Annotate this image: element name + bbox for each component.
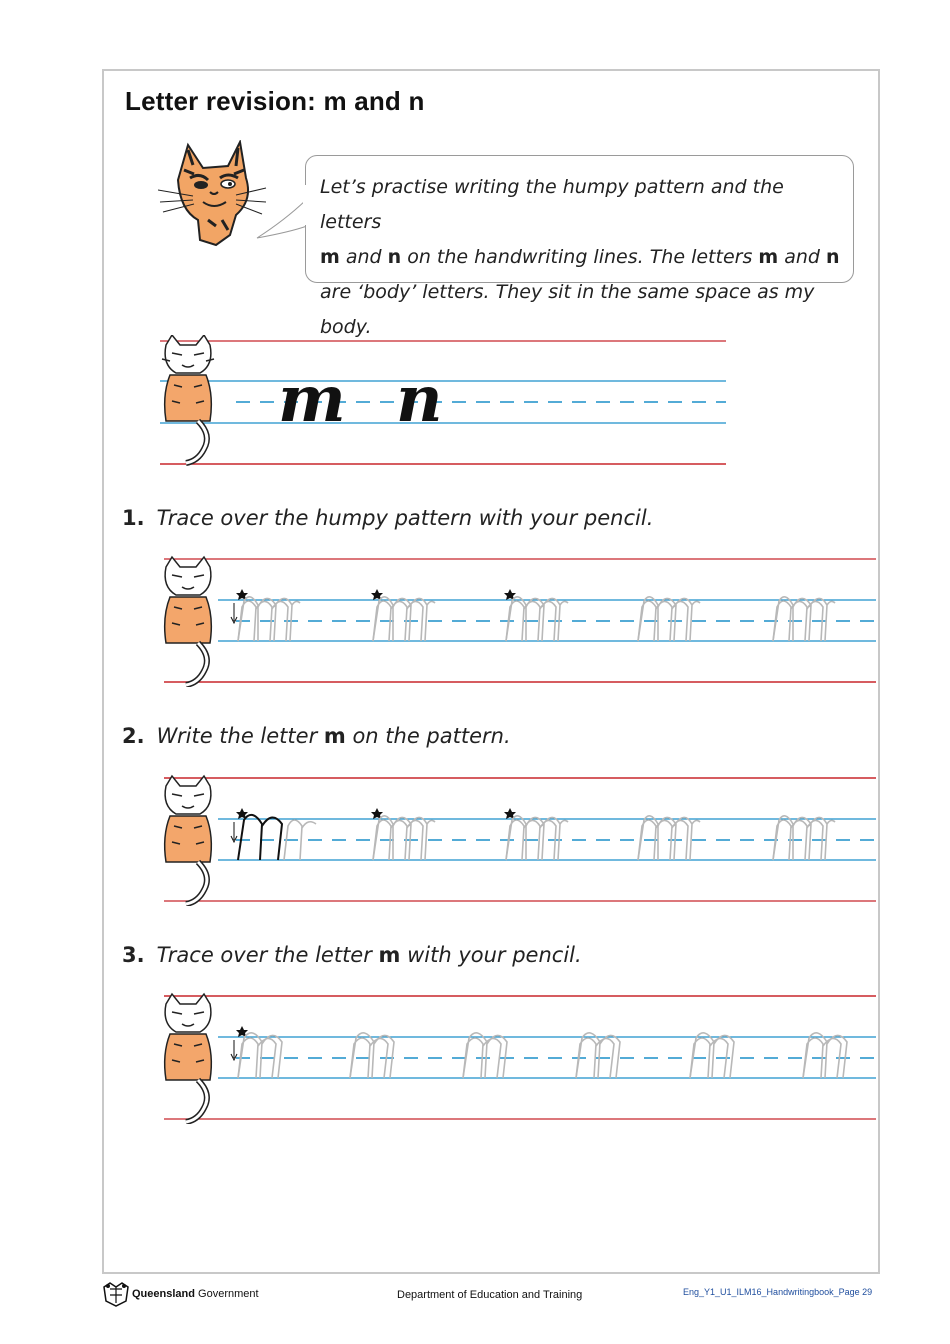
letter-m: m bbox=[320, 246, 340, 268]
task-1-instruction bbox=[122, 506, 653, 530]
letter-n: n bbox=[387, 246, 402, 268]
footer-gov-bold: Queensland bbox=[132, 1288, 195, 1300]
stroke-direction-arrow-icon bbox=[231, 603, 237, 623]
task-1-handwriting-lines bbox=[158, 555, 878, 687]
tiger-mascot-icon bbox=[158, 140, 268, 250]
speech-fragment: and bbox=[778, 246, 827, 268]
example-letter-n: n bbox=[396, 362, 443, 437]
task-number: 1. bbox=[122, 506, 145, 530]
task-number: 3. bbox=[122, 943, 145, 967]
footer-page-label: Eng_Y1_U1_ILM16_Handwritingbook_Page 29 bbox=[683, 1287, 873, 1297]
task-text: Trace over the letter bbox=[156, 943, 379, 967]
stroke-direction-arrow-icon bbox=[231, 822, 237, 842]
task-letter: m bbox=[323, 724, 346, 748]
speech-fragment: and bbox=[339, 246, 388, 268]
cat-line-icon bbox=[165, 776, 212, 904]
stroke-direction-arrow-icon bbox=[231, 1040, 237, 1060]
task-text: Trace over the humpy pattern with your pencil. bbox=[156, 506, 654, 530]
task-text: on the pattern. bbox=[345, 724, 511, 748]
footer-department: Department of Education and Training bbox=[397, 1289, 583, 1301]
task-2-handwriting-lines bbox=[158, 774, 878, 906]
letter-m: m bbox=[758, 246, 779, 268]
task-3-instruction bbox=[122, 943, 582, 967]
task-letter: m bbox=[378, 943, 401, 967]
task-text: Write the letter bbox=[156, 724, 324, 748]
cat-line-icon bbox=[162, 335, 214, 463]
queensland-crest-icon bbox=[102, 1281, 130, 1307]
speech-bubble-text bbox=[320, 170, 845, 345]
letter-m-example-stroke bbox=[238, 815, 282, 860]
speech-line-2 bbox=[320, 240, 845, 275]
footer-government bbox=[132, 1288, 259, 1300]
humpy-pattern-trace bbox=[284, 816, 835, 860]
letter-n: n bbox=[826, 246, 840, 268]
letter-m-trace bbox=[238, 1033, 847, 1078]
humpy-pattern-trace bbox=[238, 597, 835, 641]
example-letter-m: m bbox=[278, 362, 346, 437]
task-text: with your pencil. bbox=[400, 943, 582, 967]
cat-line-icon bbox=[165, 557, 212, 685]
page-title: Letter revision: m and n bbox=[125, 86, 425, 116]
task-3-handwriting-lines bbox=[158, 992, 878, 1124]
speech-line-1: Let’s practise writing the humpy pattern and the letters bbox=[320, 176, 784, 233]
speech-fragment: on the handwriting lines. The letters bbox=[401, 246, 759, 268]
task-2-instruction bbox=[122, 724, 511, 748]
speech-line-3: are ‘body’ letters. They sit in the same space as my body. bbox=[320, 281, 815, 338]
example-handwriting-lines bbox=[158, 335, 728, 470]
cat-line-icon bbox=[165, 994, 212, 1122]
bubble-tail-joint bbox=[303, 185, 309, 225]
task-number: 2. bbox=[122, 724, 145, 748]
footer-gov-rest: Government bbox=[194, 1288, 259, 1300]
